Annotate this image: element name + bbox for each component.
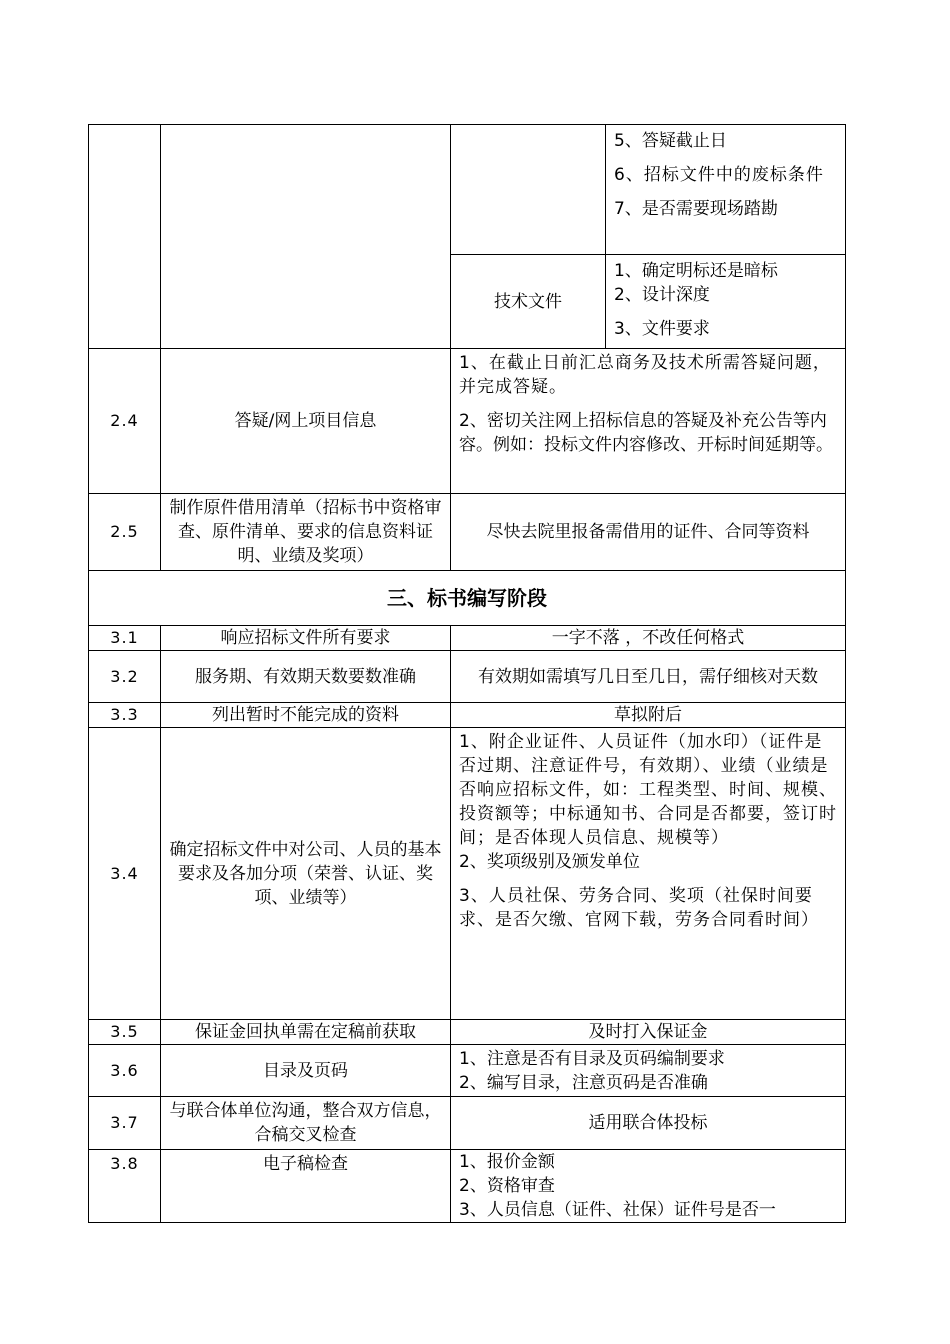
num-cell-empty <box>89 125 161 349</box>
row-number: 2.5 <box>89 494 161 571</box>
list-item: 2、编写目录，注意页码是否准确 <box>459 1072 708 1093</box>
item-cell: 与联合体单位沟通，整合双方信息，合稿交叉检查 <box>161 1097 451 1150</box>
note-cell <box>451 728 846 1020</box>
item-cell: 响应招标文件所有要求 <box>161 626 451 651</box>
section-title: 三、标书编写阶段 <box>89 571 846 626</box>
table-row <box>89 1020 846 1045</box>
list-item: 3、人员社保、劳务合同、奖项（社保时间要求、是否欠缴、官网下载，劳务合同看时间） <box>459 886 819 930</box>
category-cell-empty <box>451 125 606 255</box>
row-number: 2.4 <box>89 349 161 494</box>
table-row <box>89 571 846 626</box>
row-number: 3.7 <box>89 1097 161 1150</box>
item-cell: 制作原件借用清单（招标书中资格审查、原件清单、要求的信息资料证明、业绩及奖项） <box>161 494 451 571</box>
table-row <box>89 125 846 255</box>
table-row <box>89 1150 846 1223</box>
list-item: 1、附企业证件、人员证件（加水印）（证件是否过期、注意证件号，有效期）、业绩（业绩是否响应招标文件，如：工程类型、时间、规模、投资额等；中标通知书、合同是否都要，签订时间；是否体现人员信息、规模等） <box>459 732 837 848</box>
row-number: 3.5 <box>89 1020 161 1045</box>
list-item: 1、确定明标还是暗标 <box>614 261 778 281</box>
table-row <box>89 651 846 703</box>
item-cell: 保证金回执单需在定稿前获取 <box>161 1020 451 1045</box>
note-cell: 及时打入保证金 <box>451 1020 846 1045</box>
list-item: 2、资格审查 <box>459 1176 555 1196</box>
row-number: 3.1 <box>89 626 161 651</box>
note-cell: 一字不落 ，不改任何格式 <box>451 626 846 651</box>
list-item: 3、人员信息（证件、社保）证件号是否一 <box>459 1200 776 1220</box>
item-cell: 列出暂时不能完成的资料 <box>161 703 451 728</box>
row-number: 3.3 <box>89 703 161 728</box>
table-row <box>89 728 846 1020</box>
item-cell: 确定招标文件中对公司、人员的基本要求及各加分项（荣誉、认证、奖项、业绩等） <box>161 728 451 1020</box>
item-cell: 答疑/网上项目信息 <box>161 349 451 494</box>
note-cell <box>606 255 846 349</box>
list-item: 5、答疑截止日 <box>614 131 727 151</box>
list-item: 2、密切关注网上招标信息的答疑及补充公告等内容。例如：投标文件内容修改、开标时间延期等。 <box>459 411 833 455</box>
list-item: 1、在截止日前汇总商务及技术所需答疑问题，并完成答疑。 <box>459 353 831 397</box>
note-cell <box>451 1150 846 1223</box>
list-item: 1、报价金额 <box>459 1152 555 1172</box>
table-row <box>89 626 846 651</box>
list-item: 2、设计深度 <box>614 285 710 305</box>
row-number: 3.2 <box>89 651 161 703</box>
table-row <box>89 703 846 728</box>
row-number: 3.6 <box>89 1045 161 1097</box>
list-item: 3、文件要求 <box>614 319 710 339</box>
item-cell: 目录及页码 <box>161 1045 451 1097</box>
category-cell: 技术文件 <box>451 255 606 349</box>
note-cell <box>451 1045 846 1097</box>
row-number: 3.4 <box>89 728 161 1020</box>
note-cell <box>606 125 846 255</box>
item-cell: 服务期、有效期天数要数准确 <box>161 651 451 703</box>
row-number: 3.8 <box>89 1150 161 1223</box>
item-cell: 电子稿检查 <box>161 1150 451 1223</box>
note-cell: 草拟附后 <box>451 703 846 728</box>
table-row <box>89 1045 846 1097</box>
list-item: 7、是否需要现场踏勘 <box>614 199 778 219</box>
note-cell <box>451 349 846 494</box>
note-cell: 适用联合体投标 <box>451 1097 846 1150</box>
list-item: 1、注意是否有目录及页码编制要求 <box>459 1048 725 1069</box>
table-row <box>89 349 846 494</box>
note-cell: 尽快去院里报备需借用的证件、合同等资料 <box>451 494 846 571</box>
list-item: 2、奖项级别及颁发单位 <box>459 852 640 872</box>
document-page <box>88 124 845 1223</box>
note-cell: 有效期如需填写几日至几日，需仔细核对天数 <box>451 651 846 703</box>
list-item: 6、招标文件中的废标条件 <box>614 165 824 185</box>
table-row <box>89 494 846 571</box>
bid-checklist-table <box>88 124 846 1223</box>
table-row <box>89 1097 846 1150</box>
item-cell-empty <box>161 125 451 349</box>
